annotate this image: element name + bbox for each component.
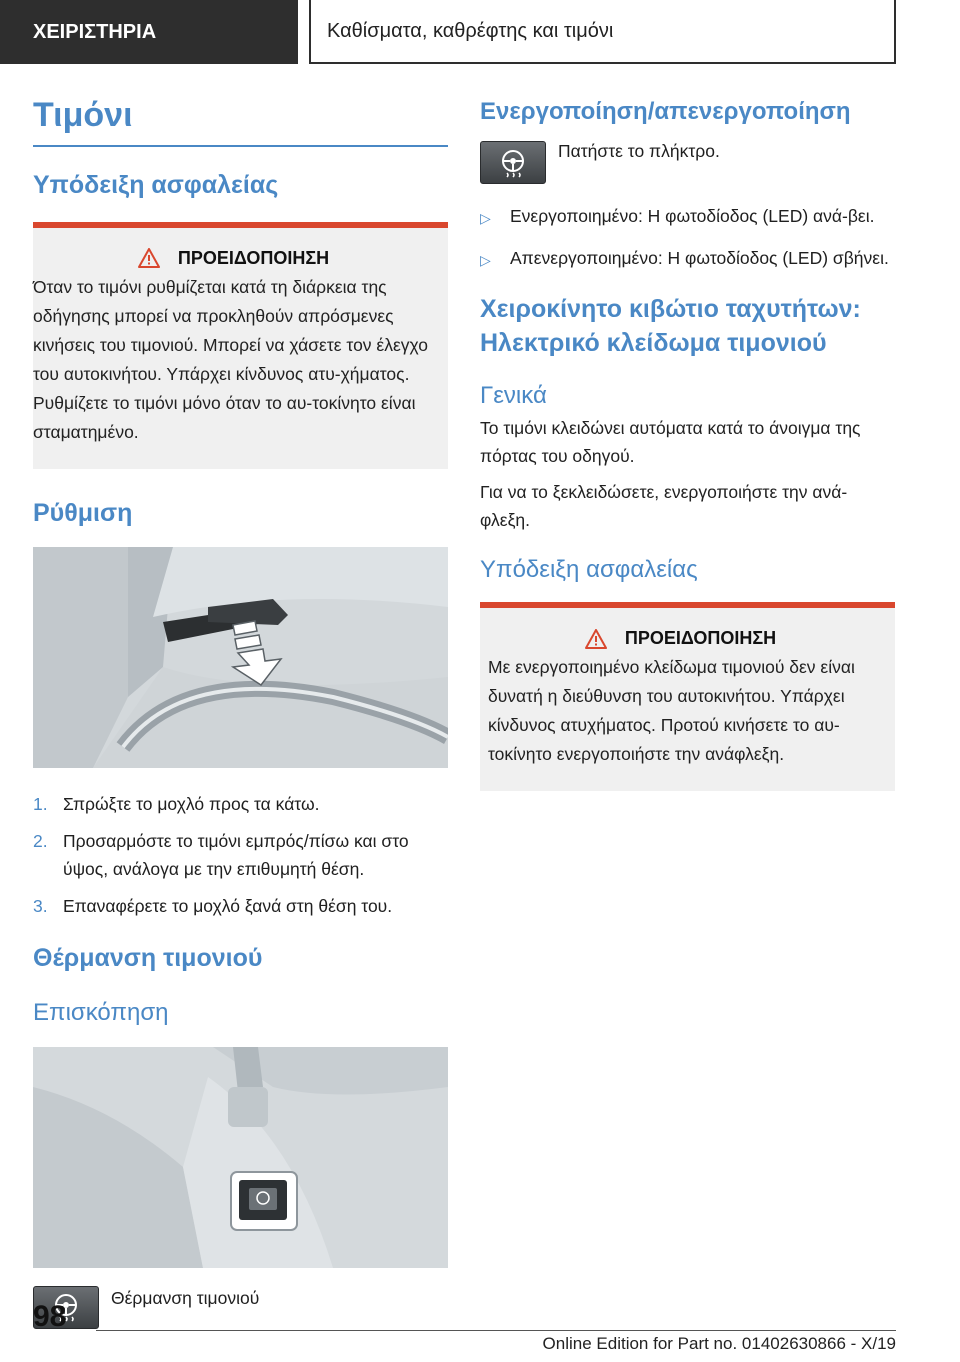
- adjust-heading: Ρύθμιση: [33, 498, 133, 527]
- warning-triangle-icon: [585, 629, 607, 649]
- general-paragraph-1: Το τιμόνι κλειδώνει αυτόματα κατά το άνοιγμα της πόρτας του οδηγού.: [480, 418, 861, 467]
- press-text: Πατήστε το πλήκτρο.: [558, 141, 720, 162]
- list-item: [480, 202, 895, 232]
- warning-label: ΠΡΟΕΙΔΟΠΟΙΗΣΗ: [177, 247, 330, 268]
- footer-divider: [96, 1330, 896, 1331]
- warning-text: Όταν το τιμόνι ρυθμίζεται κατά τη διάρκεια της οδήγησης μπορεί να προκληθούν απρόσμενες κινήσεις του τιμονιού. Μπορεί να χάσετε τον έλεγχο του αυτοκινήτου. Υπάρχει κίνδυνος ατυ‐χήματος. Ρυθμίζετε το τιμόνι μόνο όταν το αυ‐τοκίνητο είναι σταματημένο.: [33, 276, 428, 442]
- general-heading: Γενικά: [480, 382, 547, 410]
- list-item: [33, 790, 448, 818]
- right-column: [480, 96, 895, 791]
- heating-caption: Θέρμανση τιμονιού: [111, 1287, 260, 1308]
- activation-heading: Ενεργοποίηση/απενεργοποίηση: [480, 98, 851, 125]
- left-column: [33, 96, 448, 1329]
- chapter-title: Καθίσματα, καθρέφτης και τιμόνι: [327, 19, 614, 42]
- safety-heading: Υπόδειξη ασφαλείας: [33, 171, 279, 199]
- step-number: 1.: [33, 794, 48, 814]
- section-title: ΧΕΙΡΙΣΤΗΡΙΑ: [33, 20, 157, 43]
- bullet-text: Απενεργοποιημένο: Η φωτοδίοδος (LED) σβήνει.: [510, 248, 889, 269]
- heated-steering-wheel-icon: [480, 141, 546, 184]
- list-item: [33, 827, 448, 883]
- page-title: Τιμόνι: [33, 96, 448, 147]
- steering-lock-heading: Χειροκίνητο κιβώτιο ταχυτήτων: Ηλεκτρικό κλείδωμα τιμονιού: [480, 295, 861, 358]
- warning-header: [33, 248, 434, 269]
- triangle-bullet-icon: ▷: [480, 252, 491, 269]
- warning-triangle-icon: [138, 248, 160, 268]
- step-text: Προσαρμόστε το τιμόνι εμπρός/πίσω και στο ύψος, ανάλογα με την επιθυμητή θέση.: [63, 831, 409, 879]
- triangle-bullet-icon: ▷: [480, 210, 491, 227]
- warning-box-2: [480, 602, 895, 791]
- warning-text-2: Με ενεργοποιημένο κλείδωμα τιμονιού δεν είναι δυνατή η διεύθυνση του αυτοκινήτου. Υπάρχει κίνδυνος ατυχήματος. Προτού κινήσετε το αυ‐τοκίνητο ενεργοποιήστε την ανάφλεξη.: [488, 657, 855, 765]
- warning-box: [33, 222, 448, 469]
- list-item: [33, 892, 448, 920]
- section-tab: [0, 0, 298, 64]
- heating-button-location-illustration: [33, 1047, 448, 1268]
- heating-button-row: [33, 1286, 448, 1329]
- overview-heading: Επισκόπηση: [33, 998, 169, 1026]
- step-number: 2.: [33, 831, 48, 851]
- step-number: 3.: [33, 896, 48, 916]
- adjust-steps: [33, 790, 448, 920]
- steering-column-lever-illustration: [33, 547, 448, 768]
- warning-header-2: [480, 628, 881, 649]
- bullet-text: Ενεργοποιημένο: Η φωτοδίοδος (LED) ανά‐βει.: [510, 206, 875, 227]
- press-button-row: [480, 141, 895, 184]
- step-text: Επαναφέρετε το μοχλό ξανά στη θέση του.: [63, 896, 393, 916]
- list-item: [480, 244, 895, 274]
- heating-heading: Θέρμανση τιμονιού: [33, 944, 263, 972]
- general-paragraph-2: Για να το ξεκλειδώσετε, ενεργοποιήστε την ανά‐φλεξη.: [480, 482, 848, 531]
- footer-edition: Online Edition for Part no. 01402630866 - X/19: [542, 1334, 896, 1353]
- safety-heading-2: Υπόδειξη ασφαλείας: [480, 556, 698, 584]
- warning-label-2: ΠΡΟΕΙΔΟΠΟΙΗΣΗ: [624, 628, 777, 649]
- led-status-list: [480, 202, 895, 274]
- step-text: Σπρώξτε το μοχλό προς τα κάτω.: [63, 794, 320, 814]
- page-number: 98: [33, 1300, 67, 1333]
- chapter-tab: [309, 0, 896, 64]
